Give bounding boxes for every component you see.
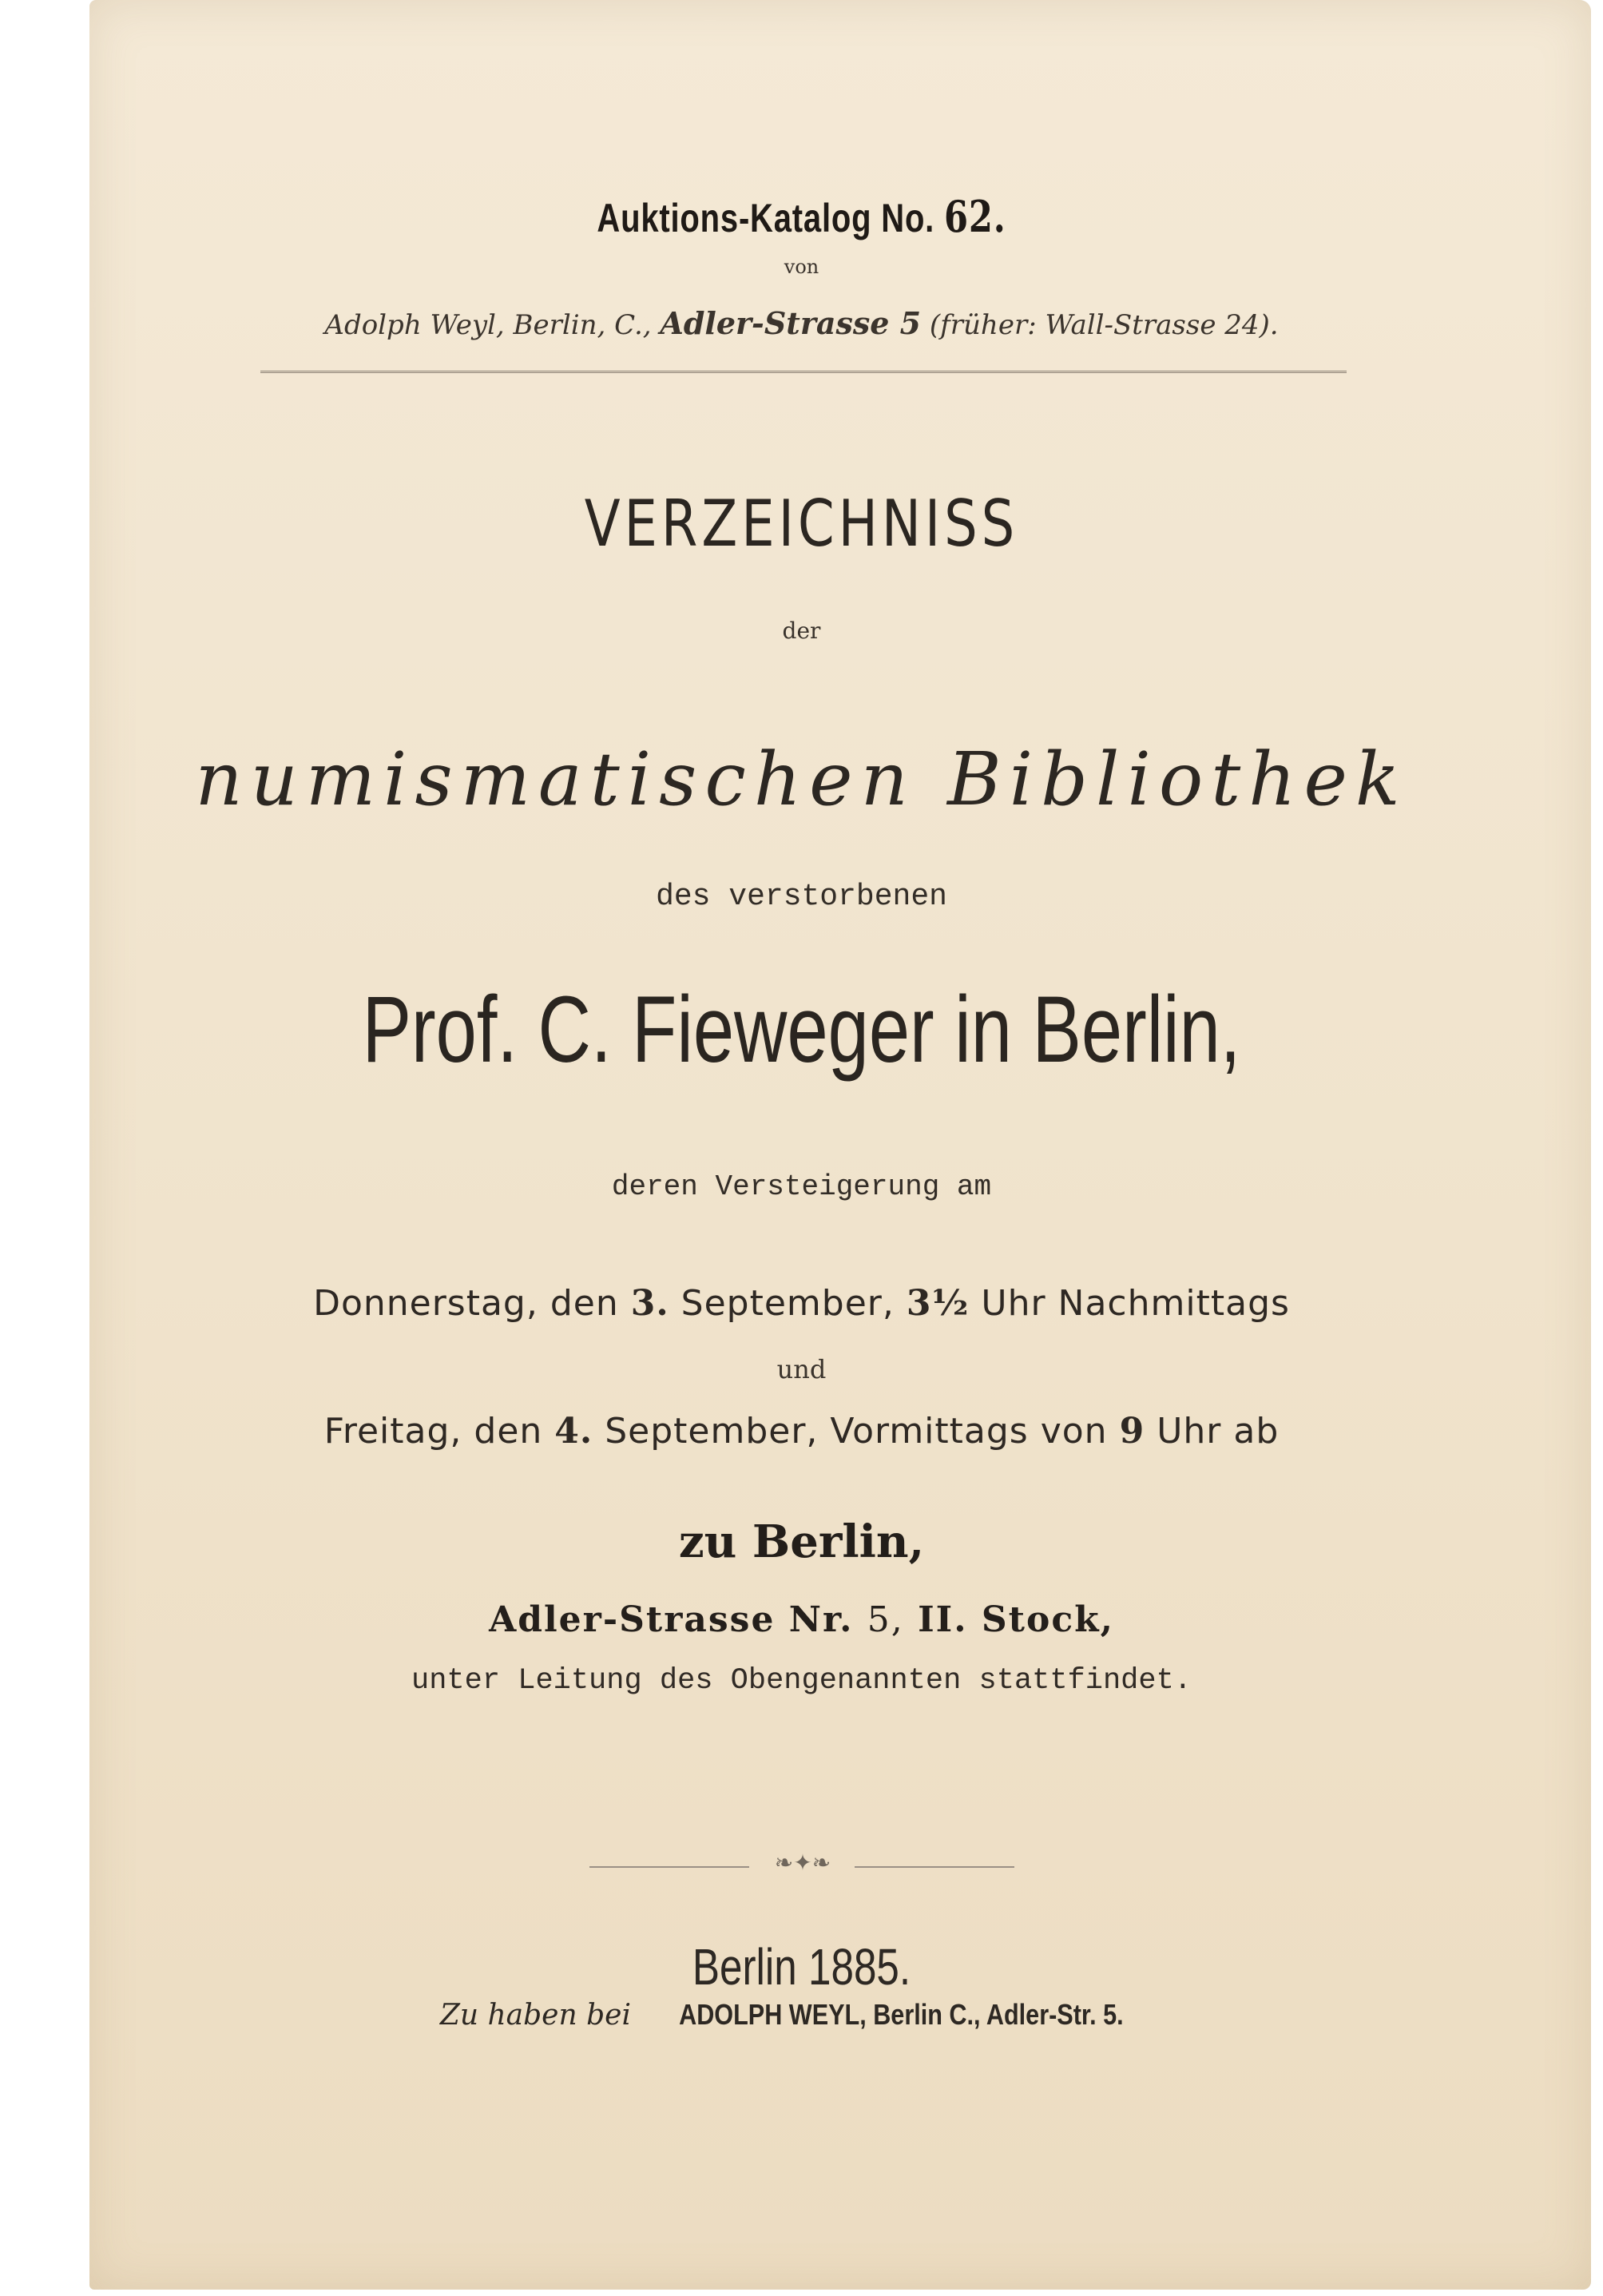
library-subtitle: numismatischen Bibliothek [195,737,1408,822]
street-number: 5, [867,1599,904,1640]
ornament-icon: ❧✦❧ [774,1849,831,1876]
ornament-rule-right [855,1866,1014,1868]
address-start: Adolph Weyl, Berlin, C., [324,309,652,341]
date1-day: 3. [630,1283,669,1324]
address-former: (früher: Wall-Strasse 24). [929,309,1279,341]
haben-prefix: Zu haben bei [439,1999,631,2032]
date2-time: 9 [1119,1411,1145,1452]
auction-date-2 [0,1411,1603,1452]
ornament-rule-left [589,1866,749,1868]
owner-name: Prof. C. Fieweger in Berlin, [362,977,1241,1082]
street-name: Adler-Strasse Nr. [489,1599,854,1640]
von-label: von [784,256,819,278]
date2-prefix: Freitag, den [323,1411,543,1452]
auction-location: zu Berlin, [678,1515,925,1568]
date2-month: September, Vormittags von [605,1411,1108,1452]
catalog-title [161,191,1443,242]
address-street: Adler-Strasse 5 [660,305,922,341]
document-title: VERZEICHNISS [584,487,1019,561]
auction-date-1 [0,1283,1603,1324]
auction-direction: unter Leitung des Obengenannten stattfindet. [411,1664,1192,1698]
date2-suffix: Uhr ab [1157,1411,1280,1452]
des-verstorbenen: des verstorbenen [656,880,947,914]
auction-street [0,1599,1603,1640]
haben-publisher: ADOLPH WEYL, Berlin C., Adler-Str. 5. [679,1998,1125,2031]
und-label: und [776,1354,827,1384]
date1-month: September, [680,1283,895,1324]
street-floor: II. Stock, [918,1599,1114,1640]
catalog-title-text: Auktions-Katalog No. [597,196,935,240]
date1-prefix: Donnerstag, den [313,1283,619,1324]
der-label: der [782,618,821,644]
date1-time: 3½ [906,1283,970,1324]
date1-suffix: Uhr Nachmittags [981,1283,1290,1324]
catalog-number: 62. [944,191,1006,242]
date2-day: 4. [554,1411,593,1452]
available-at [0,2000,1603,2030]
header-divider [260,371,1347,373]
auction-intro: deren Versteigerung am [611,1170,992,1203]
place-year: Berlin 1885. [692,1938,911,1996]
publisher-address [0,305,1603,341]
